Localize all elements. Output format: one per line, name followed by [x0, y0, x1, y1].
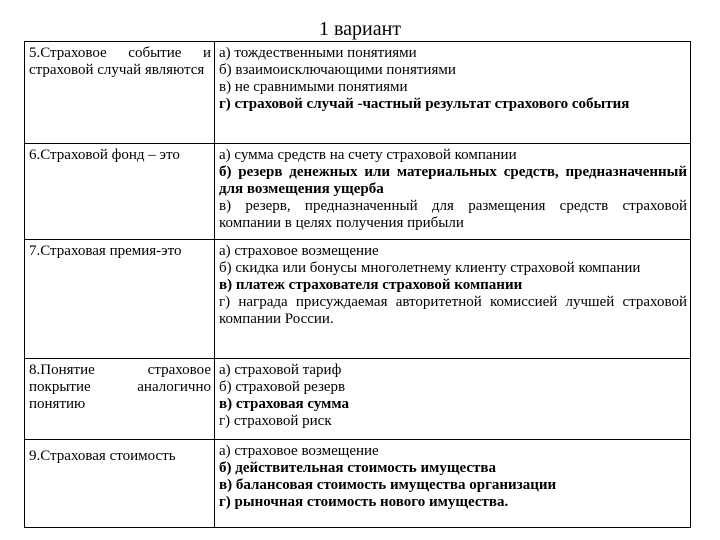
answer-option: г) страховой риск [219, 413, 332, 429]
table-row [25, 440, 691, 528]
answer-option: в) резерв, предназначенный для размещения средств страховой компании в целях получения прибыли [219, 198, 687, 231]
question-cell: 6.Страховой фонд – это [25, 144, 215, 240]
question-cell: 5.Страховое событие и страховой случай являются [25, 42, 215, 144]
answer-option: б) скидка или бонусы многолетнему клиенту страховой компании [219, 260, 641, 276]
answers-cell [215, 440, 691, 528]
table-row [25, 144, 691, 240]
answer-option-correct: в) страховая сумма [219, 396, 350, 412]
answer-option: а) страховое возмещение [219, 243, 379, 259]
questions-table [24, 41, 691, 528]
answer-option-correct: б) резерв денежных или материальных средств, предназначенный для возмещения ущерба [219, 164, 687, 197]
question-cell: 9.Страховая стоимость [25, 440, 215, 528]
question-cell: 8.Понятие страховое покрытие аналогично понятию [25, 359, 215, 440]
answers-cell [215, 359, 691, 440]
answer-option: б) страховой резерв [219, 379, 346, 395]
answer-option: а) страховой тариф [219, 362, 342, 378]
table-row [25, 42, 691, 144]
table-row [25, 359, 691, 440]
answer-option-correct: г) рыночная стоимость нового имущества. [219, 494, 509, 510]
answer-option: а) страховое возмещение [219, 443, 379, 459]
answer-option: б) взаимоисключающими понятиями [219, 62, 456, 78]
answer-option-correct: г) страховой случай -частный результат страхового события [219, 96, 630, 112]
table-row [25, 240, 691, 359]
answer-option-correct: б) действительная стоимость имущества [219, 460, 496, 476]
answers-cell [215, 42, 691, 144]
answers-cell [215, 144, 691, 240]
answer-option: в) не сравнимыми понятиями [219, 79, 408, 95]
answer-option-correct: в) балансовая стоимость имущества организации [219, 477, 557, 493]
answer-option: а) тождественными понятиями [219, 45, 417, 61]
answer-option: г) награда присуждаемая авторитетной комиссией лучшей страховой компании России. [219, 294, 687, 327]
page-title: 1 вариант [318, 18, 402, 40]
answers-cell [215, 240, 691, 359]
answer-option: а) сумма средств на счету страховой компании [219, 147, 517, 163]
question-cell: 7.Страховая премия-это [25, 240, 215, 359]
answer-option-correct: в) платеж страхователя страховой компании [219, 277, 523, 293]
